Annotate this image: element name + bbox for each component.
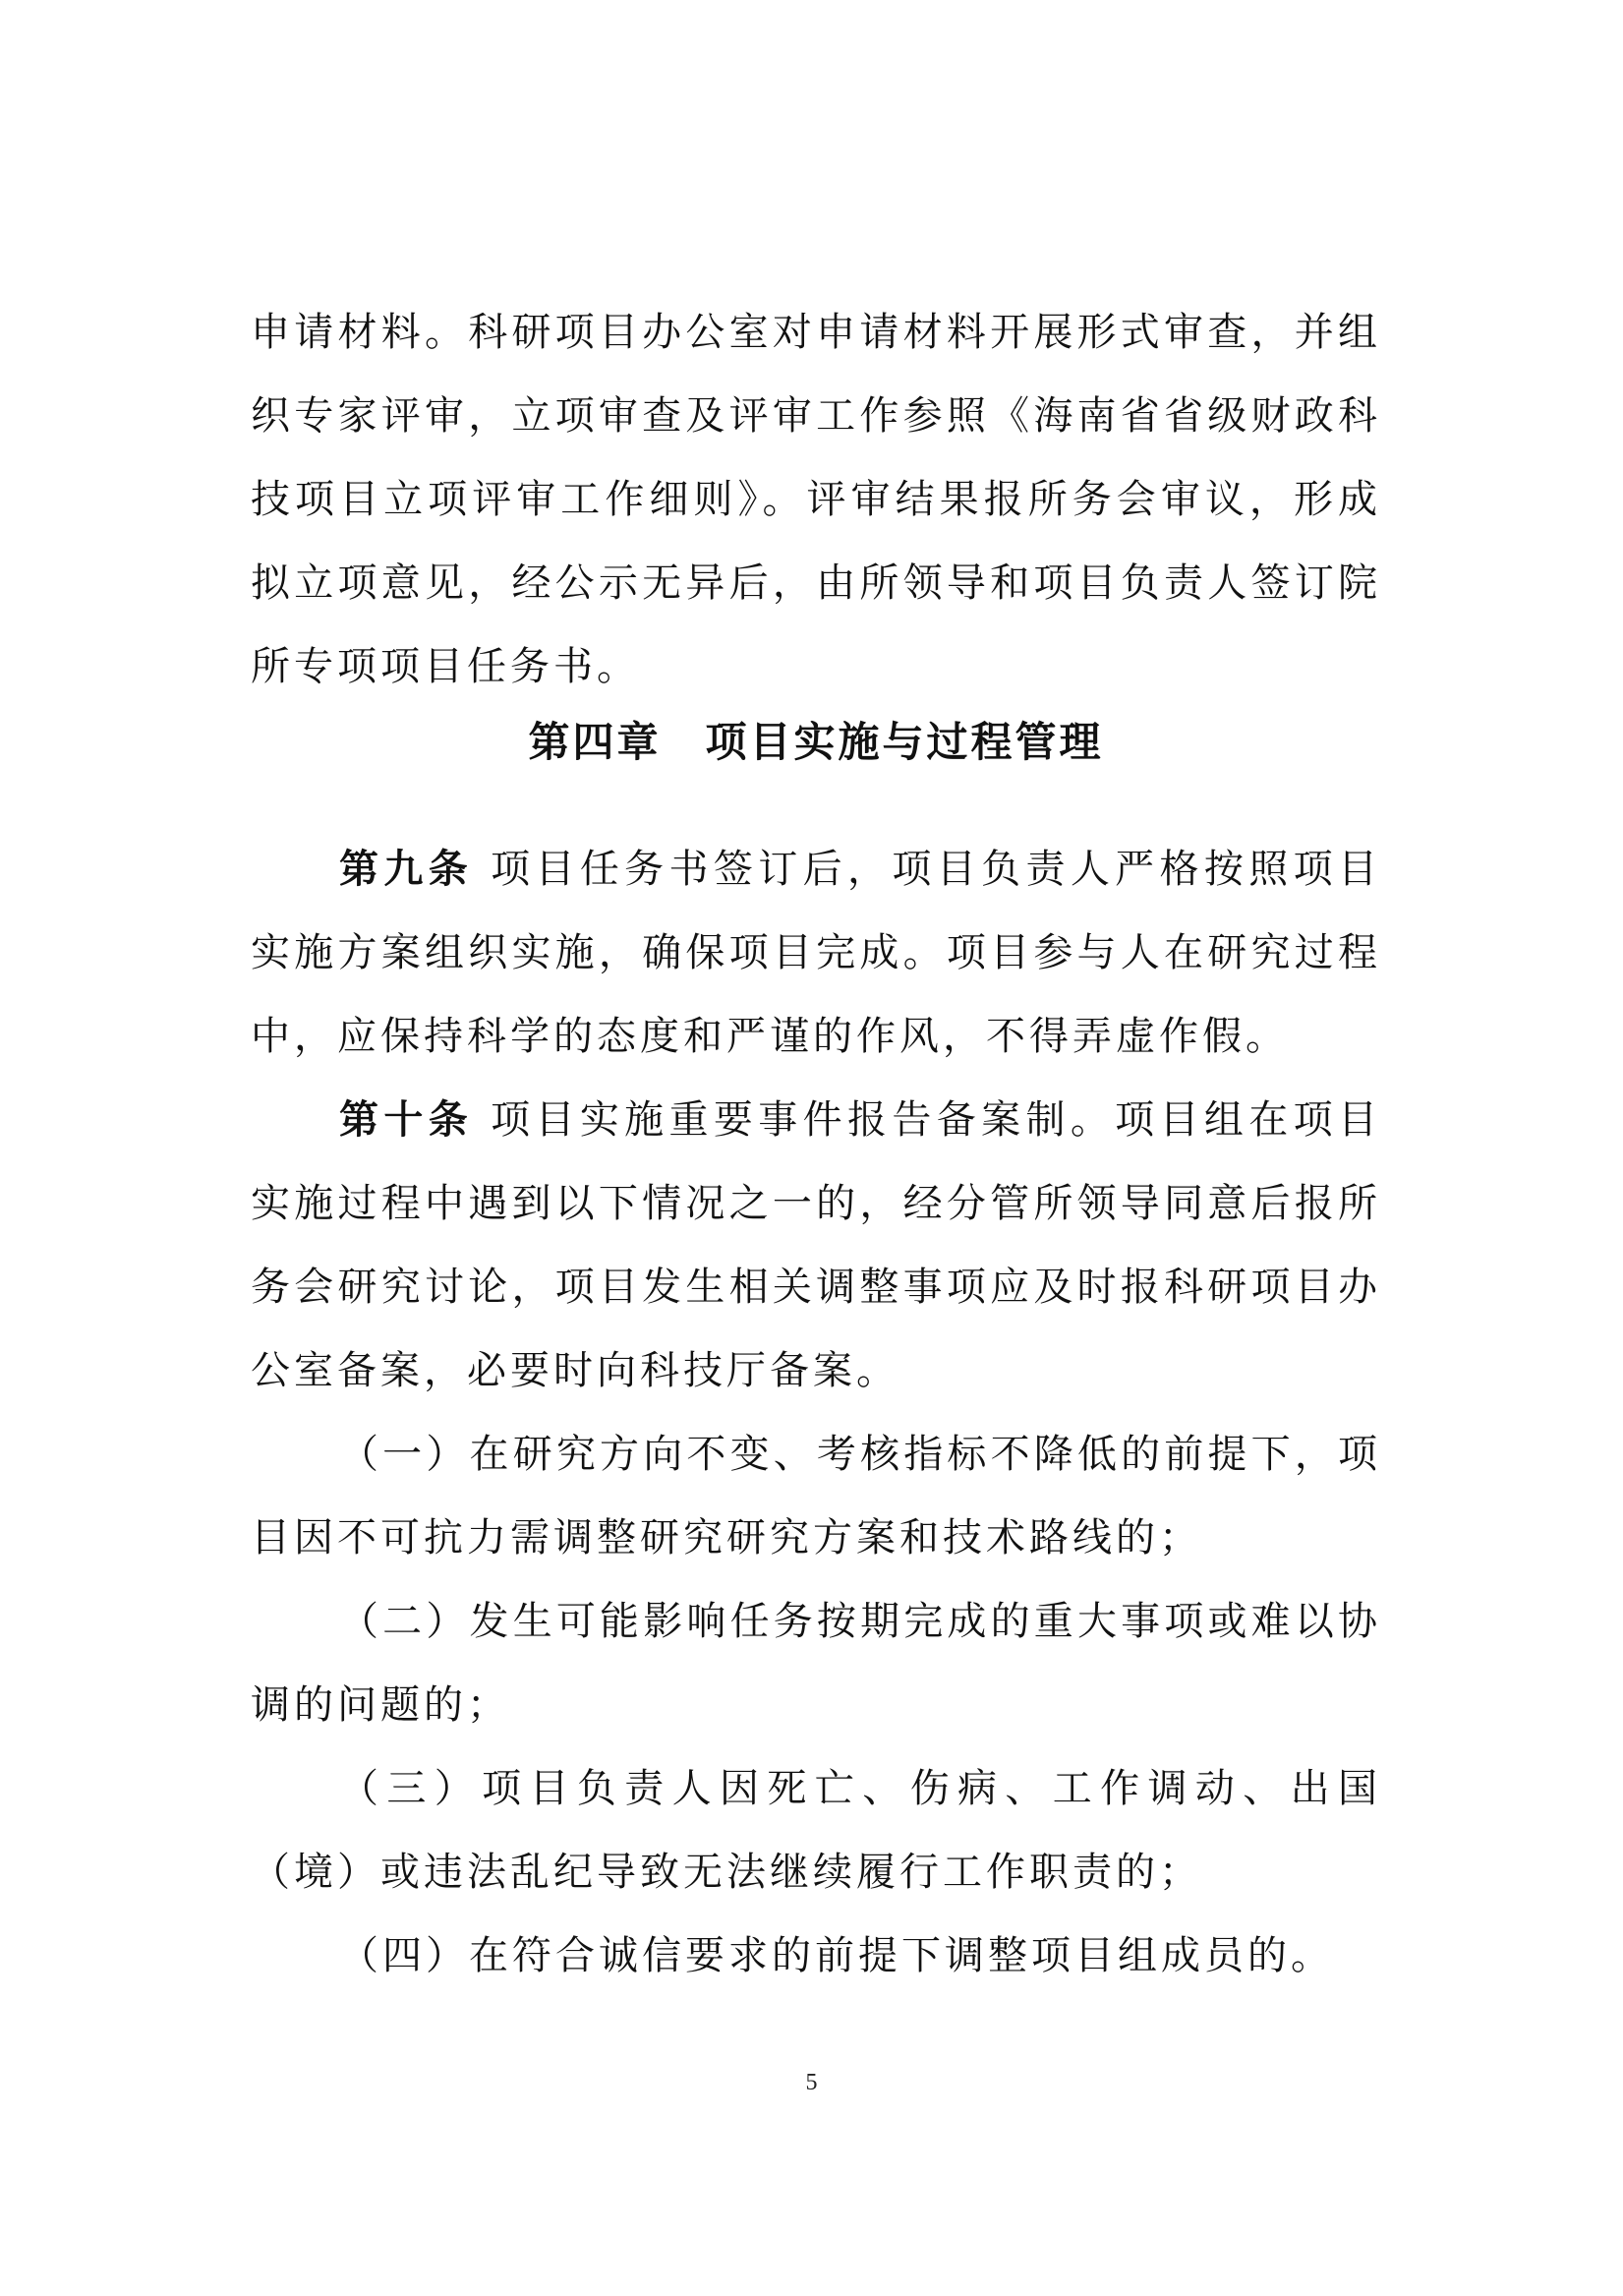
list-item: （一）在研究方向不变、考核指标不降低的前提下，项目因不可抗力需调整研究研究方案和技术路线的；: [251, 1432, 1381, 1560]
article-10-block: [251, 1079, 1381, 1413]
article-10-number: 第十条: [339, 1097, 474, 1143]
article-9-text: 项目任务书签订后，项目负责人严格按照项目实施方案组织实施，确保项目完成。项目参与人在研究过程中，应保持科学的态度和严谨的作风，不得弄虚作假。: [251, 847, 1382, 1059]
article-9-paragraph: [251, 828, 1381, 1079]
continued-paragraph: 申请材料。科研项目办公室对申请材料开展形式审查，并组织专家评审，立项审查及评审工作参照《海南省省级财政科技项目立项评审工作细则》。评审结果报所务会审议，形成拟立项意见，经公示无异后，由所领导和项目负责人签订院所专项项目任务书。: [251, 310, 1381, 689]
list-item: （四）在符合诚信要求的前提下调整项目组成员的。: [339, 1933, 1334, 1978]
article-10-text: 项目实施重要事件报告备案制。项目组在项目实施过程中遇到以下情况之一的，经分管所领导同意后报所务会研究讨论，项目发生相关调整事项应及时报科研项目办公室备案，必要时向科技厅备案。: [251, 1097, 1382, 1393]
list-item: （二）发生可能影响任务按期完成的重大事项或难以协调的问题的；: [251, 1599, 1381, 1728]
article-9-number: 第九条: [339, 847, 474, 892]
article-9-block: [251, 828, 1381, 1079]
page-number: 5: [805, 2070, 818, 2095]
continued-paragraph-block: [251, 291, 1381, 709]
article-10-paragraph: [251, 1079, 1381, 1413]
chapter-title: 第四章 项目实施与过程管理: [528, 718, 1104, 766]
items-list: [251, 1413, 1381, 1998]
list-item: （三）项目负责人因死亡、伤病、工作调动、出国（境）或违法乱纪导致无法继续履行工作职责的；: [251, 1766, 1381, 1895]
